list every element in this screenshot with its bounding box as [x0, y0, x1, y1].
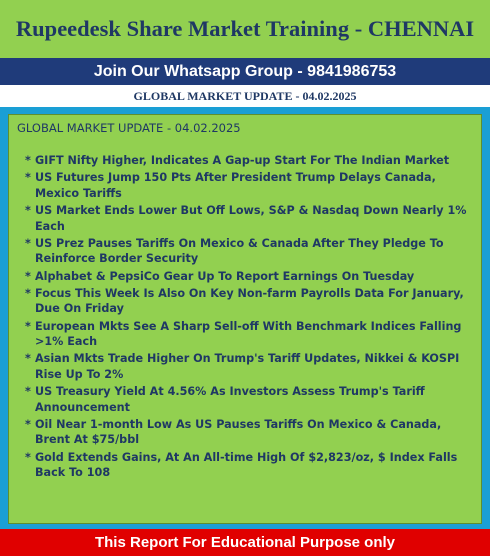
list-item	[17, 384, 473, 415]
bullet-marker: *	[25, 450, 31, 464]
list-item	[17, 286, 473, 317]
panel-heading: GLOBAL MARKET UPDATE - 04.02.2025	[17, 121, 241, 135]
list-item	[17, 170, 473, 201]
bullet-marker: *	[25, 236, 31, 250]
whatsapp-group-text: Join Our Whatsapp Group - 9841986753	[93, 62, 397, 80]
list-item-text: Asian Mkts Trade Higher On Trump's Tariff Updates, Nikkei & KOSPI Rise Up To 2%	[35, 352, 460, 381]
list-item-text: Focus This Week Is Also On Key Non-farm Payrolls Data For January, Due On Friday	[35, 286, 464, 316]
list-item-text: European Mkts See A Sharp Sell-off With Benchmark Indices Falling >1% Each	[35, 319, 462, 349]
disclaimer-text: This Report For Educational Purpose only	[94, 534, 396, 551]
list-item	[17, 269, 473, 285]
list-item	[17, 351, 473, 382]
report-subtitle: GLOBAL MARKET UPDATE - 04.02.2025	[133, 88, 357, 103]
list-item	[17, 319, 473, 350]
update-list	[17, 153, 473, 481]
whatsapp-banner	[0, 58, 490, 85]
bullet-marker: *	[25, 203, 31, 217]
list-item	[17, 236, 473, 267]
page-title: Rupeedesk Share Market Training - CHENNAI	[15, 16, 475, 41]
bullet-marker: *	[25, 171, 31, 185]
list-item-text: US Market Ends Lower But Off Lows, S&P & Nasdaq Down Nearly 1% Each	[35, 203, 467, 233]
bullet-marker: *	[25, 269, 31, 283]
list-item-text: Oil Near 1-month Low As US Pauses Tariffs On Mexico & Canada, Brent At $75/bbl	[35, 417, 442, 447]
list-item	[17, 153, 473, 169]
bullet-marker: *	[25, 417, 31, 431]
bullet-marker: *	[25, 352, 31, 366]
list-item-text: US Futures Jump 150 Pts After President Trump Delays Canada, Mexico Tariffs	[35, 171, 436, 200]
list-item-text: US Treasury Yield At 4.56% As Investors Assess Trump's Tariff Announcement	[35, 385, 425, 414]
list-item-text: GIFT Nifty Higher, Indicates A Gap-up Start For The Indian Market	[35, 154, 450, 167]
disclaimer-banner	[0, 529, 490, 556]
subtitle-banner	[0, 85, 490, 107]
list-item	[17, 203, 473, 234]
list-item-text: Alphabet & PepsiCo Gear Up To Report Earnings On Tuesday	[35, 269, 415, 283]
list-item-text: Gold Extends Gains, At An All-time High Of $2,823/oz, $ Index Falls Back To 108	[35, 450, 458, 480]
list-item-text: US Prez Pauses Tariffs On Mexico & Canada After They Pledge To Reinforce Border Security	[35, 236, 444, 266]
bullet-marker: *	[25, 154, 31, 167]
market-update-panel	[8, 114, 482, 524]
bullet-marker: *	[25, 319, 31, 333]
list-item	[17, 450, 473, 481]
bullet-marker: *	[25, 385, 31, 399]
list-item	[17, 417, 473, 448]
bullet-marker: *	[25, 286, 31, 300]
title-banner	[0, 0, 490, 58]
